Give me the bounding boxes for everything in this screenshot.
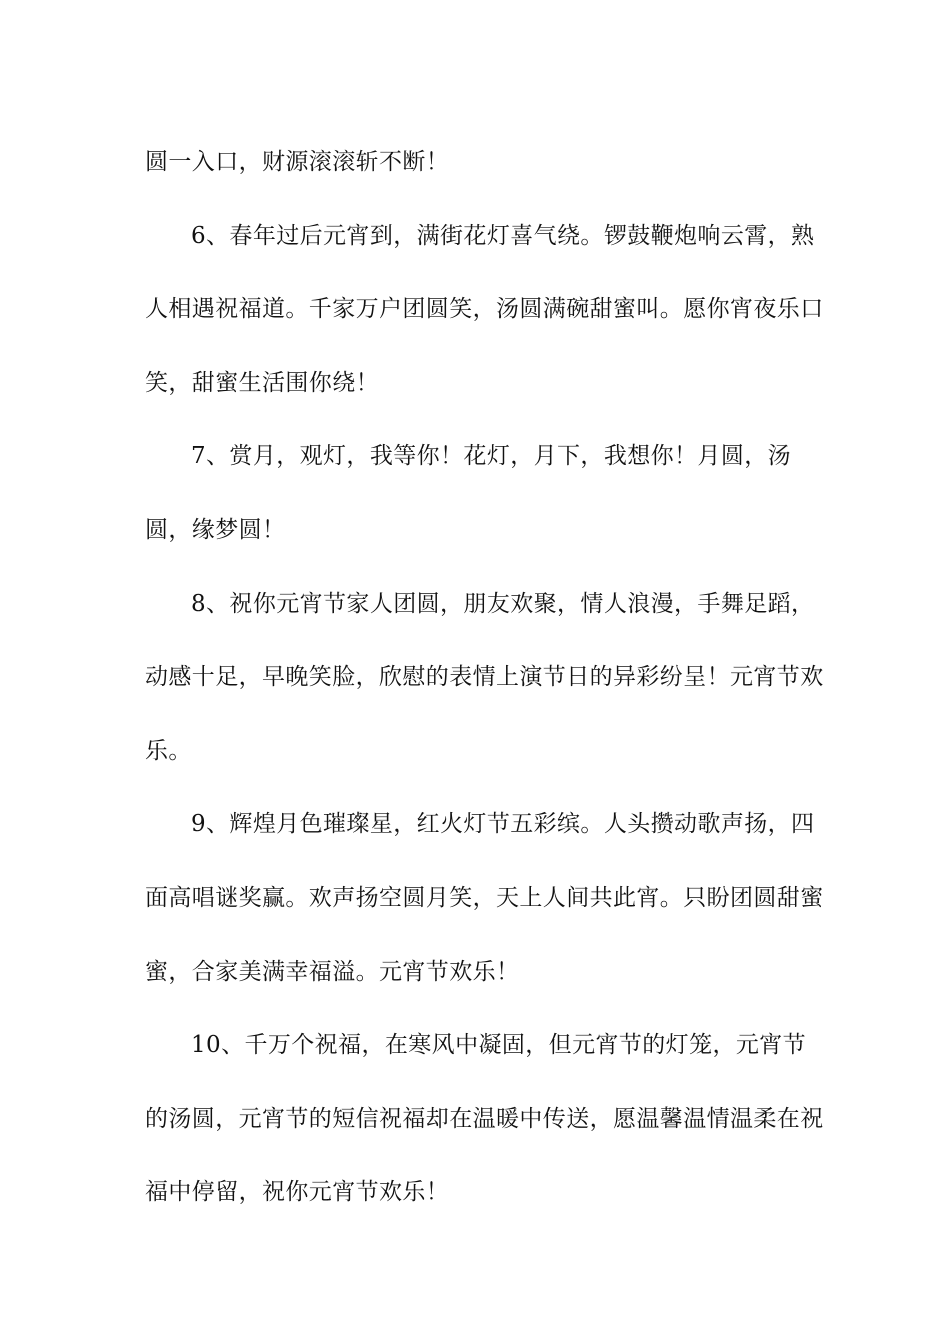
paragraph-6: 6、春年过后元宵到，满街花灯喜气绕。锣鼓鞭炮响云霄，熟人相遇祝福道。千家万户团圆笑，汤圆满碗甜蜜叫。愿你宵夜乐口笑，甜蜜生活围你绕！ [145,222,824,396]
paragraph-5-continuation: 圆一入口，财源滚滚斩不断！ [145,149,450,175]
paragraph-10: 10、千万个祝福，在寒风中凝固，但元宵节的灯笼，元宵节的汤圆，元宵节的短信祝福却在温暖中传送，愿温馨温情温柔在祝福中停留，祝你元宵节欢乐！ [145,1032,824,1206]
paragraph-7: 7、赏月，观灯，我等你！花灯，月下，我想你！月圆，汤圆，缘梦圆！ [145,443,792,543]
paragraph-9: 9、辉煌月色璀璨星，红火灯节五彩缤。人头攒动歌声扬，四面高唱谜奖赢。欢声扬空圆月笑，天上人间共此宵。只盼团圆甜蜜蜜，合家美满幸福溢。元宵节欢乐！ [145,811,824,985]
paragraph-8: 8、祝你元宵节家人团圆，朋友欢聚，情人浪漫，手舞足蹈，动感十足，早晚笑脸，欣慰的表情上演节日的异彩纷呈！元宵节欢乐。 [145,590,824,764]
document-body [145,126,825,1230]
